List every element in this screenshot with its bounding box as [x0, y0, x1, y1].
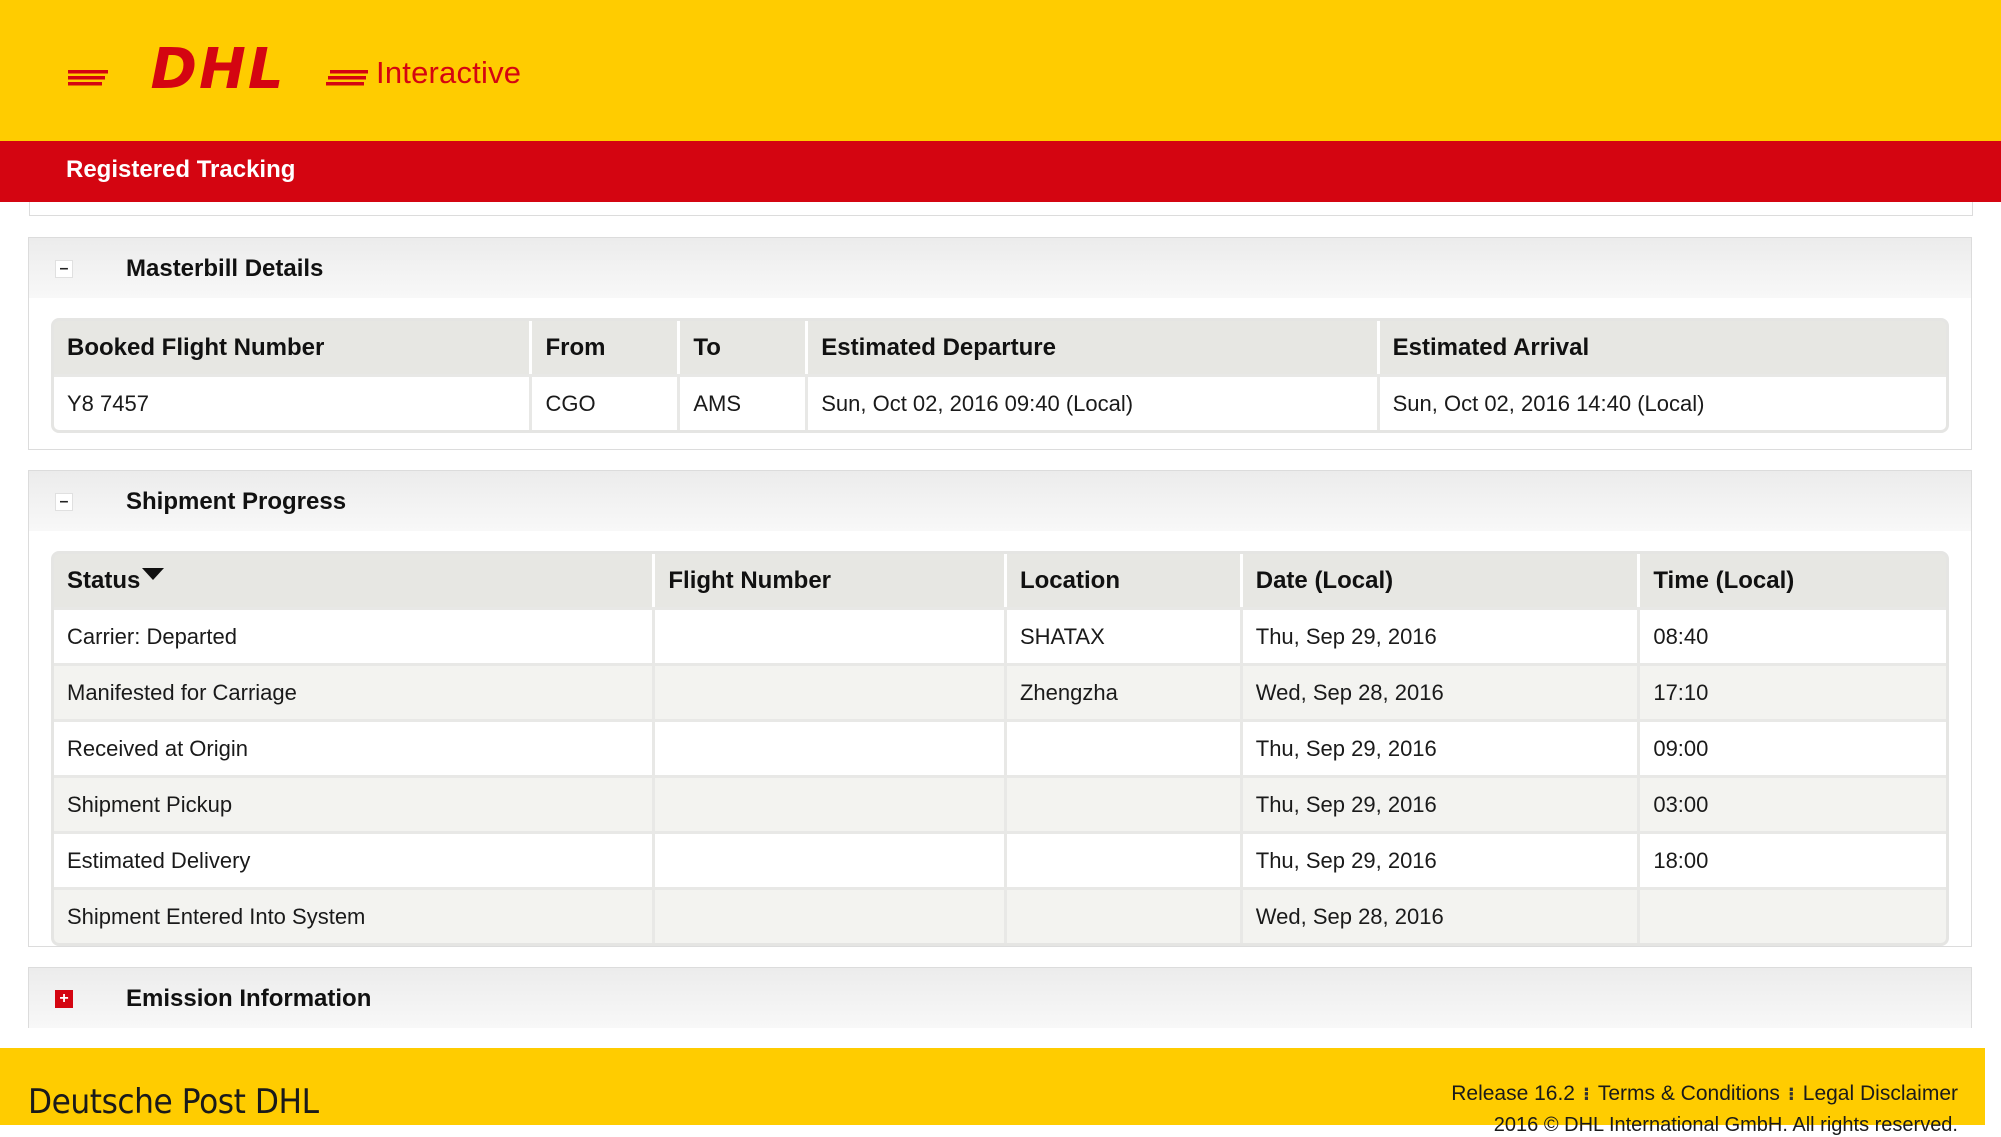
table-row [54, 607, 1946, 663]
cell-departure: Sun, Oct 02, 2016 09:40 (Local) [808, 377, 1379, 430]
masterbill-panel [28, 237, 1972, 450]
cell-flight-number [655, 778, 1007, 831]
cell-date: Thu, Sep 29, 2016 [1243, 834, 1641, 887]
collapsed-panel-bottom [29, 202, 1973, 216]
cell-date: Wed, Sep 28, 2016 [1243, 890, 1641, 943]
dhl-logo-text: DHL [150, 40, 286, 100]
table-row [54, 374, 1946, 430]
cell-status: Estimated Delivery [54, 834, 655, 887]
col-estimated-departure[interactable]: Estimated Departure [808, 321, 1379, 374]
footer-links [1451, 1082, 1958, 1106]
shipment-progress-table [51, 551, 1949, 946]
cell-status: Received at Origin [54, 722, 655, 775]
table-row [54, 663, 1946, 719]
cell-location [1007, 778, 1243, 831]
cell-to: AMS [680, 377, 808, 430]
cell-location [1007, 890, 1243, 943]
emission-panel-header[interactable] [29, 968, 1971, 1028]
expand-emission-icon[interactable]: + [55, 990, 73, 1008]
cell-time: 18:00 [1653, 847, 1709, 873]
col-status[interactable] [54, 554, 655, 607]
col-estimated-arrival[interactable]: Estimated Arrival [1392, 333, 1590, 361]
table-row [54, 887, 1946, 943]
table-header-row [54, 321, 1946, 374]
cell-status: Shipment Pickup [54, 778, 655, 831]
col-status-label: Status [67, 566, 141, 594]
cell-location: Zhengzha [1007, 666, 1243, 719]
separator: ⁝ [1583, 1083, 1590, 1104]
table-row [54, 719, 1946, 775]
cell-location: SHATAX [1007, 610, 1243, 663]
cell-time: 17:10 [1653, 679, 1709, 705]
cell-date: Thu, Sep 29, 2016 [1243, 610, 1641, 663]
cell-flight-number [655, 834, 1007, 887]
collapse-masterbill-icon[interactable]: – [55, 260, 73, 278]
cell-status: Carrier: Departed [54, 610, 655, 663]
cell-status: Manifested for Carriage [54, 666, 655, 719]
product-name: Interactive [376, 55, 522, 90]
table-row [54, 775, 1946, 831]
cell-arrival: Sun, Oct 02, 2016 14:40 (Local) [1392, 390, 1705, 416]
cell-flight-number: Y8 7457 [54, 377, 532, 430]
shipment-progress-header[interactable] [29, 471, 1971, 531]
cell-location [1007, 834, 1243, 887]
separator: ⁝ [1787, 1083, 1795, 1104]
footer-brand: Deutsche Post DHL [28, 1082, 319, 1122]
col-to[interactable]: To [680, 321, 808, 374]
cell-time [1640, 890, 1946, 943]
col-location[interactable]: Location [1007, 554, 1243, 607]
table-row [54, 831, 1946, 887]
cell-flight-number [655, 610, 1007, 663]
emission-panel [28, 967, 1972, 1028]
cell-location [1007, 722, 1243, 775]
cell-flight-number [655, 722, 1007, 775]
cell-from: CGO [532, 377, 680, 430]
cell-time: 08:40 [1653, 623, 1709, 649]
release-label: Release 16.2 [1451, 1082, 1575, 1105]
cell-flight-number [655, 890, 1007, 943]
cell-flight-number [655, 666, 1007, 719]
col-from[interactable]: From [532, 321, 680, 374]
dhl-logo[interactable] [68, 40, 521, 100]
masterbill-panel-header[interactable] [29, 238, 1971, 298]
cell-date: Thu, Sep 29, 2016 [1243, 722, 1641, 775]
collapse-progress-icon[interactable]: – [55, 493, 73, 511]
shipment-progress-title: Shipment Progress [126, 488, 347, 515]
cell-time: 03:00 [1653, 791, 1709, 817]
emission-title: Emission Information [126, 985, 372, 1012]
legal-link[interactable]: Legal Disclaimer [1802, 1082, 1958, 1105]
dhl-logo-icon [68, 40, 368, 100]
col-booked-flight-number[interactable]: Booked Flight Number [54, 321, 532, 374]
col-date[interactable]: Date (Local) [1243, 554, 1641, 607]
terms-link[interactable]: Terms & Conditions [1597, 1082, 1780, 1105]
header-band [0, 0, 2001, 141]
shipment-progress-panel [28, 470, 1972, 947]
nav-bar [0, 141, 2001, 202]
copyright: 2016 © DHL International GmbH. All rights reserved. [1493, 1114, 1958, 1136]
cell-time: 09:00 [1653, 735, 1709, 761]
cell-date: Wed, Sep 28, 2016 [1243, 666, 1641, 719]
col-time[interactable]: Time (Local) [1653, 566, 1795, 594]
cell-date: Thu, Sep 29, 2016 [1243, 778, 1641, 831]
masterbill-title: Masterbill Details [126, 255, 324, 282]
sort-descending-icon[interactable] [142, 568, 164, 580]
page-title[interactable]: Registered Tracking [66, 156, 296, 183]
table-header-row [54, 554, 1946, 607]
col-flight-number[interactable]: Flight Number [655, 554, 1007, 607]
cell-status: Shipment Entered Into System [54, 890, 655, 943]
footer [0, 1048, 1985, 1136]
masterbill-table [51, 318, 1949, 433]
progress-rows [54, 607, 1946, 943]
